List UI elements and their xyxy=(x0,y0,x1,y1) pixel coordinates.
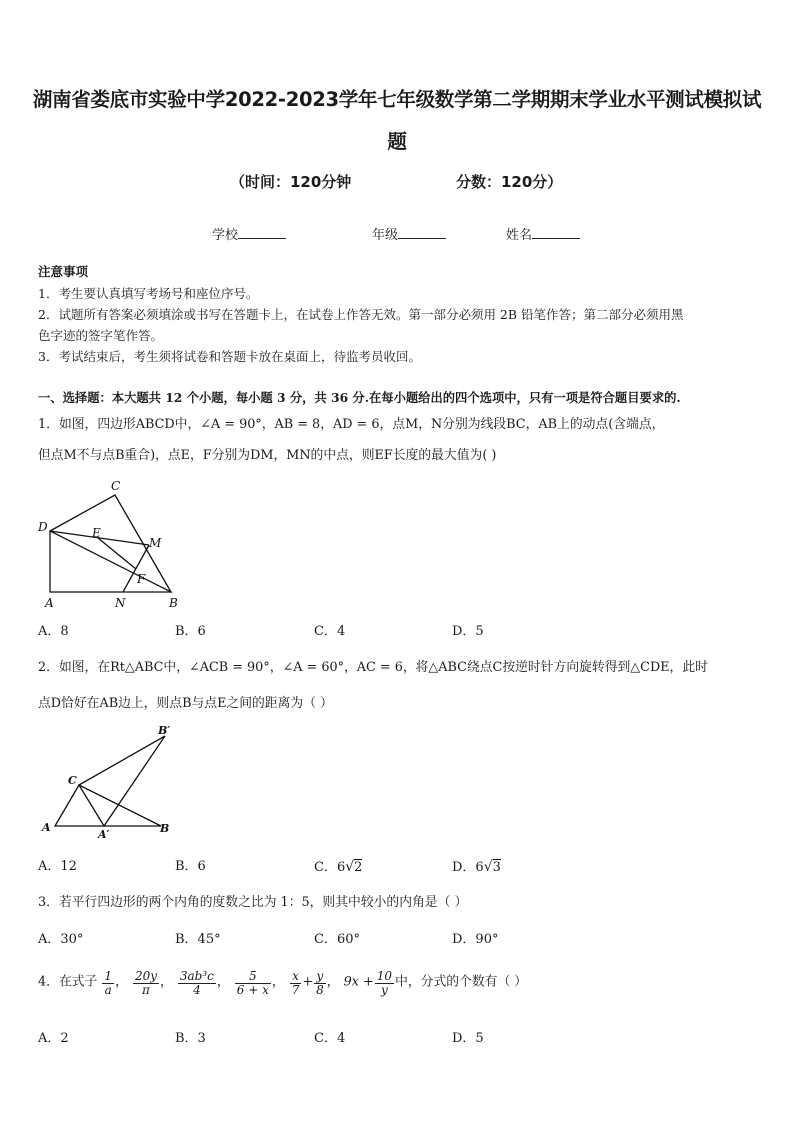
q2-option-a[interactable]: A．12 xyxy=(38,859,77,874)
q2-label-c: C xyxy=(68,774,77,787)
q1-option-c[interactable]: C．4 xyxy=(314,624,346,639)
q1-label-d: D xyxy=(38,520,48,534)
notice-heading: 注意事项 xyxy=(38,264,89,279)
sqrt-symbol-icon: √ xyxy=(345,859,355,875)
grade-blank[interactable] xyxy=(398,227,446,239)
section-heading: 一、选择题：本大题共 12 个小题，每小题 3 分，共 36 分.在每小题给出的四个选项中，只有一项是符合题目要求的. xyxy=(38,390,681,405)
q2-option-d[interactable] xyxy=(452,860,501,874)
q1-option-d[interactable]: D．5 xyxy=(452,624,484,639)
q3-option-a[interactable]: A．30° xyxy=(38,932,84,947)
q1-option-a[interactable]: A．8 xyxy=(38,624,69,639)
q2-line1: 2．如图，在Rt△ABC中，∠ACB = 90°，∠A = 60°，AC = 6，将△ABC绕点C按逆时针方向旋转得到△CDE，此时 xyxy=(38,660,708,675)
q4-fraction-5a: $\frac{x}{7}$ xyxy=(291,969,300,997)
q2-label-a: A xyxy=(42,821,51,834)
name-field[interactable] xyxy=(506,227,580,242)
q4-fraction-4: $\frac{5}{6 + x}$ xyxy=(236,969,269,997)
q4-fraction-1: $\frac{1}{a}$ xyxy=(104,969,113,997)
q1-label-c: C xyxy=(111,479,121,493)
school-field[interactable] xyxy=(212,227,286,242)
q2-option-d-prefix: D．6 xyxy=(452,860,484,875)
q1-option-b[interactable]: B．6 xyxy=(175,624,206,639)
notice-item-1: 1．考生要认真填写考场号和座位序号。 xyxy=(38,286,259,301)
exam-score: 分数：120分） xyxy=(456,173,563,191)
q2-line2: 点D恰好在AB边上，则点B与点E之间的距离为（ ） xyxy=(38,696,333,711)
q3-option-d[interactable]: D．90° xyxy=(452,932,499,947)
grade-field[interactable] xyxy=(372,227,446,242)
notice-item-2a: 2．试题所有答案必须填涂或书写在答题卡上，在试卷上作答无效。第一部分必须用 2B 铅笔作答；第二部分必须用黑 xyxy=(38,307,684,322)
q4-question: 4．在式子 $\frac{1}{a}$ ， $\frac{20y}{\pi}$ ， $\frac{\text{3ab³c}}{4}$ ， $\frac{5}{6 + x}$ ， $\frac{x}{7}$ + $\frac{y}{8}$ ， 9x + $\frac{10}{y}$ 中，分式的个数有（ ） xyxy=(38,969,528,997)
q4-fraction-5b: $\frac{y}{8}$ xyxy=(316,969,324,997)
q4-prefix: 4．在式子 xyxy=(38,974,98,990)
q4-option-c[interactable]: C．4 xyxy=(314,1031,346,1046)
q2-option-c-prefix: C．6 xyxy=(314,860,346,875)
notice-item-3: 3．考试结束后，考生须将试卷和答题卡放在桌面上，待监考员收回。 xyxy=(38,349,421,364)
q4-fraction-6: $\frac{10}{y}$ xyxy=(376,969,393,997)
q4-fraction-2: $\frac{20y}{\pi}$ xyxy=(134,969,157,997)
exam-time: （时间：120分钟 xyxy=(230,173,352,191)
sqrt-symbol-icon: √ xyxy=(483,859,493,875)
name-blank[interactable] xyxy=(532,227,580,239)
q4-option-b[interactable]: B．3 xyxy=(175,1031,206,1046)
q3-text: 3．若平行四边形的两个内角的度数之比为 1：5，则其中较小的内角是（ ） xyxy=(38,895,468,910)
school-label: 学校 xyxy=(212,228,239,243)
q3-option-b[interactable]: B．45° xyxy=(175,932,221,947)
q2-label-b: B xyxy=(160,822,170,835)
q2-option-d-radicand: 3 xyxy=(492,860,501,875)
school-blank[interactable] xyxy=(238,227,286,239)
q3-option-c[interactable]: C．60° xyxy=(314,932,360,947)
q4-suffix: 中，分式的个数有（ ） xyxy=(395,974,528,990)
q4-option-d[interactable]: D．5 xyxy=(452,1031,484,1046)
q2-label-b-prime: B′ xyxy=(158,724,171,737)
q1-label-e: E xyxy=(92,526,101,540)
q1-label-f: F xyxy=(137,572,146,586)
q1-line1: 1．如图，四边形ABCD中，∠A = 90°，AB = 8，AD = 6，点M，N分别为线段BC，AB上的动点(含端点， xyxy=(38,417,665,432)
q1-line2: 但点M不与点B重合)，点E，F分别为DM，MN的中点，则EF长度的最大值为( ) xyxy=(38,448,497,463)
q2-label-a-prime: A′ xyxy=(98,828,110,841)
q4-option-a[interactable]: A．2 xyxy=(38,1031,69,1046)
q4-fraction-3: $\frac{\text{3ab³c}}{4}$ xyxy=(179,969,214,997)
q4-expression-6-prefix: 9x + xyxy=(343,974,374,990)
q2-figure-triangle-cba xyxy=(79,736,165,826)
page-title-line1: 湖南省娄底市实验中学2022-2023学年七年级数学第二学期期末学业水平测试模拟试 xyxy=(32,88,762,111)
q2-option-c-radicand: 2 xyxy=(354,860,363,875)
q1-label-b: B xyxy=(169,596,178,610)
q1-label-n: N xyxy=(115,596,126,610)
q2-option-c[interactable] xyxy=(314,860,362,874)
q1-label-m: M xyxy=(149,536,162,550)
q2-figure xyxy=(30,720,190,842)
name-label: 姓名 xyxy=(506,228,533,243)
grade-label: 年级 xyxy=(372,228,399,243)
q1-figure xyxy=(30,475,190,615)
notice-item-2b: 色字迹的签字笔作答。 xyxy=(38,328,164,343)
q1-label-a: A xyxy=(45,596,54,610)
q2-option-b[interactable]: B．6 xyxy=(175,859,206,874)
page-title-line2: 题 xyxy=(387,130,407,153)
